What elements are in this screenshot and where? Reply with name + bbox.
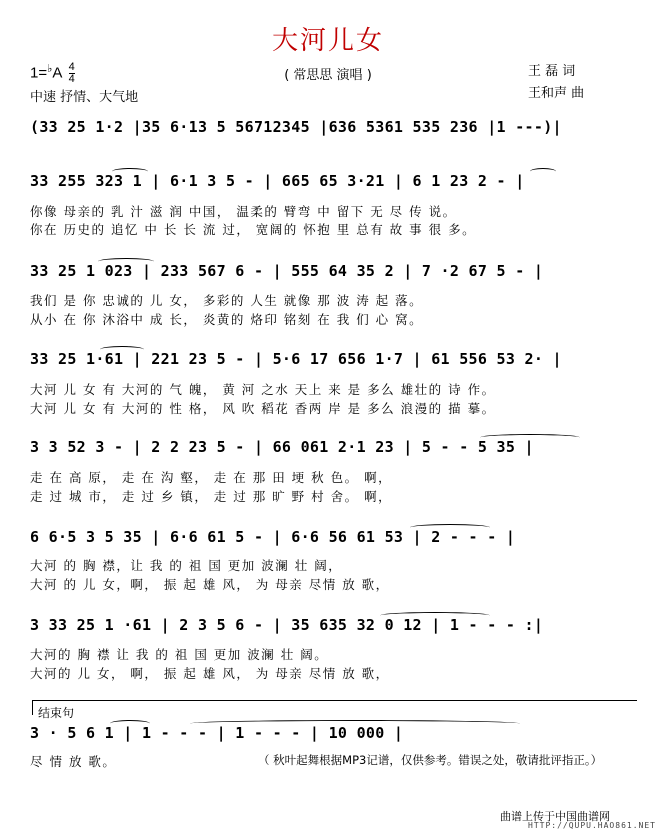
key-prefix: 1= [30,64,48,82]
notation-row-1: 33 255 323 1 | 6·1 3 5 - | 665 65 3·21 | 6 1 23 2 - | [30,172,525,190]
key-flat: ♭ [47,63,53,75]
notation-row-2: 33 25 1 023 | 233 567 6 - | 555 64 35 2 | 7 ·2 67 5 - | [30,262,544,280]
lyrics-row-2-verse-2: 从小 在 你 沐浴中 成 长， 炎黄的 烙印 铭刻 在 我 们 心 窝。 [30,312,424,327]
notation-row-4: 3 3 52 3 - | 2 2 23 5 - | 66 061 2·1 23 | 5 - - 5 35 | [30,438,534,456]
time-top: 4 [68,61,75,73]
lyrics-row-2-verse-1: 我们 是 你 忠诚的 儿 女， 多彩的 人生 就像 那 波 涛 起 落。 [30,293,424,308]
lyrics-row-5-verse-2: 大河 的 儿 女，啊， 振 起 雄 风， 为 母亲 尽情 放 歌， [30,577,390,592]
lyrics-row-3-verse-1: 大河 儿 女 有 大河的 气 魄， 黄 河 之水 天上 来 是 多么 雄壮的 诗 作。 [30,382,496,397]
slur [410,524,490,531]
ending-label: 结束句 [38,706,75,720]
notation-row-3: 33 25 1·61 | 221 23 5 - | 5·6 17 656 1·7 | 61 556 53 2· | [30,350,562,368]
lyrics-row-4-verse-2: 走 过 城 市， 走 过 乡 镇， 走 过 那 旷 野 村 舍。 啊， [30,489,393,504]
slur [190,720,520,727]
footer-url: HTTP://QUPU.HAO861.NET [528,821,656,830]
lyrics-row-6-verse-2: 大河的 儿 女， 啊， 振 起 雄 风， 为 母亲 尽情 放 歌， [30,666,390,681]
notation-row-6: 3 33 25 1 ·61 | 2 3 5 6 - | 35 635 32 0 12 | 1 - - - :| [30,616,544,634]
lyrics-row-3-verse-2: 大河 儿 女 有 大河的 性 格， 风 吹 稻花 香两 岸 是 多么 浪漫的 描 摹。 [30,401,496,416]
transcriber-note: （ 秋叶起舞根据MP3记谱，仅供参考。错误之处，敬请批评指正。） [258,753,603,767]
lyrics-row-1-verse-1: 你像 母亲的 乳 汁 滋 润 中国， 温柔的 臂弯 中 留下 无 尽 传 说。 [30,204,457,219]
slur [100,346,144,353]
composer: 王和声 曲 [528,86,585,101]
slur [380,612,490,619]
slur [110,720,150,727]
key-note: A [52,64,62,82]
slur [112,168,148,175]
slur [98,258,154,265]
time-bottom: 4 [68,73,75,85]
lyrics-row-ending: 尽 情 放 歌。 [30,754,117,769]
footer-credit: 曲谱上传于中国曲谱网 [500,810,610,823]
lyricist: 王 磊 词 [528,64,576,79]
slur [530,168,556,175]
lyrics-row-4-verse-1: 走 在 高 原， 走 在 沟 壑， 走 在 那 田 埂 秋 色。 啊， [30,470,393,485]
lyrics-row-6-verse-1: 大河的 胸 襟 让 我 的 祖 国 更加 波澜 壮 阔。 [30,647,329,662]
ending-bracket [32,700,637,715]
lyrics-row-5-verse-1: 大河 的 胸 襟，让 我 的 祖 国 更加 波澜 壮 阔， [30,558,343,573]
notation-row-5: 6 6·5 3 5 35 | 6·6 61 5 - | 6·6 56 61 53 | 2 - - - | [30,528,516,546]
performer: ( 常思思 演唱 ) [284,68,372,83]
song-title: 大河儿女 [271,26,384,56]
lyrics-row-1-verse-2: 你在 历史的 追忆 中 长 长 流 过， 宽阔的 怀抱 里 总有 故 事 很 多。 [30,222,477,237]
notation-row-intro: (33 25 1·2 |35 6·13 5 56712345 |636 5361 535 236 |1 ---)| [30,118,562,136]
notation-row-ending: 3 · 5 6 1 | 1 - - - | 1 - - - | 10 000 | [30,724,404,742]
tempo-marking: 中速 抒情、大气地 [30,90,139,105]
slur [480,434,580,441]
